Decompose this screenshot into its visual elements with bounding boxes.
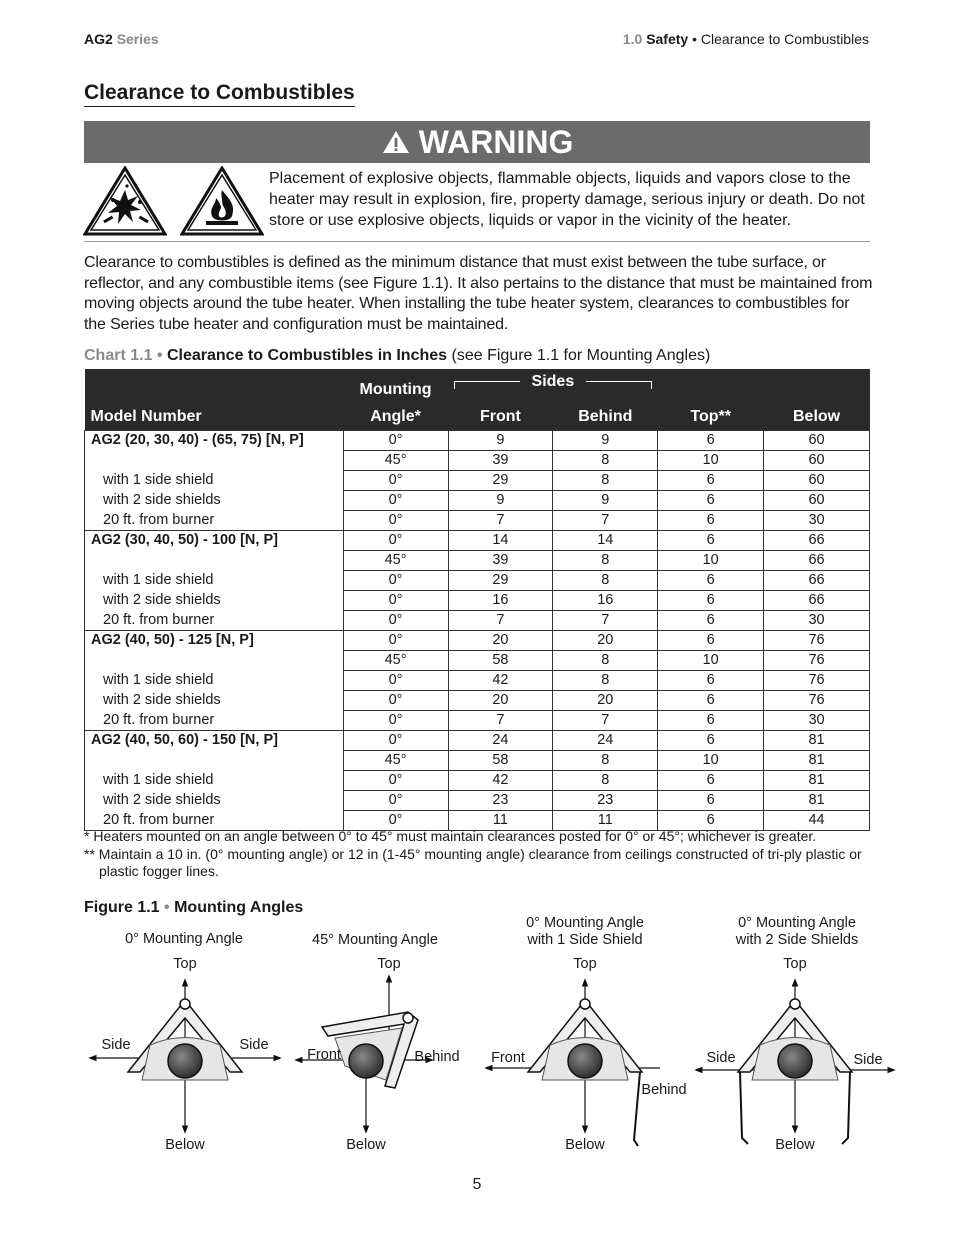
diagram-3-title	[500, 915, 670, 949]
row-label-cell: 20 ft. from burner	[85, 711, 344, 731]
below-cell: 44	[764, 811, 870, 831]
d2-below-label: Below	[346, 1137, 386, 1153]
warning-text: Placement of explosive objects, flammable objects, liquids and vapors close to the heater may result in explosion, fire, property damage, serious injury or death. Do not store or use explosive objects, liquids or vapor in the vicinity of the heater.	[269, 170, 865, 229]
header-behind: Behind	[553, 399, 658, 431]
behind-cell: 7	[553, 711, 658, 731]
chart-note: (see Figure 1.1 for Mounting Angles)	[451, 347, 711, 364]
table-row	[85, 731, 870, 751]
top-cell: 6	[658, 631, 764, 651]
behind-cell: 8	[553, 751, 658, 771]
d1-top-label: Top	[173, 956, 197, 972]
front-cell: 39	[448, 451, 553, 471]
row-label-cell: with 1 side shield	[85, 471, 344, 491]
table-row	[85, 611, 870, 631]
figure-label: Figure 1.1	[84, 899, 160, 916]
page-number: 5	[472, 1176, 482, 1193]
behind-cell: 16	[553, 591, 658, 611]
mounting-angle-diagrams	[0, 950, 954, 1165]
intro-paragraph: Clearance to combustibles is defined as the minimum distance that must exist between the tube surface, or reflector, and any combustible items (see Figure 1.1). It also pertains to the distance that must be maintained from moving objects around the tube heater. When installing the tube heater system, clearances to combustibles for the Series tube heater and configuration must be maintained.	[84, 254, 873, 333]
d1-right-label: Side	[239, 1037, 269, 1053]
front-cell: 16	[448, 591, 553, 611]
behind-cell: 8	[553, 571, 658, 591]
top-cell: 6	[658, 431, 764, 451]
top-cell: 6	[658, 711, 764, 731]
row-label-cell: 20 ft. from burner	[85, 611, 344, 631]
angle-cell: 45°	[343, 551, 448, 571]
below-cell: 76	[764, 691, 870, 711]
angle-cell: 0°	[343, 711, 448, 731]
row-label-cell: with 2 side shields	[85, 791, 344, 811]
front-cell: 58	[448, 651, 553, 671]
row-label-cell	[85, 451, 344, 471]
front-cell: 7	[448, 511, 553, 531]
behind-cell: 8	[553, 671, 658, 691]
table-row	[85, 531, 870, 551]
front-cell: 9	[448, 431, 553, 451]
below-cell: 81	[764, 731, 870, 751]
top-cell: 6	[658, 611, 764, 631]
row-label-cell: with 2 side shields	[85, 491, 344, 511]
front-cell: 20	[448, 631, 553, 651]
top-cell: 6	[658, 691, 764, 711]
table-row	[85, 511, 870, 531]
figure-caption	[84, 899, 303, 917]
behind-cell: 9	[553, 491, 658, 511]
product-name: AG2	[84, 31, 113, 47]
chart-title: Clearance to Combustibles in Inches	[166, 347, 448, 364]
behind-cell: 8	[553, 651, 658, 671]
table-row	[85, 551, 870, 571]
divider	[84, 241, 870, 242]
row-label-cell: with 2 side shields	[85, 691, 344, 711]
model-number-cell: AG2 (30, 40, 50) - 100 [N, P]	[85, 531, 344, 551]
d4-top-label: Top	[783, 956, 807, 972]
row-label-cell: with 1 side shield	[85, 671, 344, 691]
d2-left-label: Front	[307, 1047, 341, 1063]
header-section	[623, 31, 869, 47]
table-body	[85, 431, 870, 831]
d3-top-label: Top	[573, 956, 597, 972]
sides-bracket-left	[454, 381, 520, 389]
section-number: 1.0	[622, 31, 643, 47]
behind-cell: 8	[553, 771, 658, 791]
d1-left-label: Side	[101, 1037, 131, 1053]
below-cell: 76	[764, 651, 870, 671]
behind-cell: 8	[553, 471, 658, 491]
below-cell: 76	[764, 631, 870, 651]
angle-cell: 0°	[343, 791, 448, 811]
top-cell: 6	[658, 491, 764, 511]
warning-triangle-icon	[381, 129, 411, 155]
table-row	[85, 591, 870, 611]
diagram-3-title-line2: with 1 Side Shield	[527, 932, 643, 948]
top-cell: 6	[658, 591, 764, 611]
below-cell: 66	[764, 591, 870, 611]
d1-below-label: Below	[165, 1137, 205, 1153]
behind-cell: 7	[553, 511, 658, 531]
top-cell: 6	[658, 531, 764, 551]
model-number-cell: AG2 (40, 50) - 125 [N, P]	[85, 631, 344, 651]
angle-cell: 0°	[343, 671, 448, 691]
note-angle: * Heaters mounted on an angle between 0° to 45° must maintain clearances posted for 0° or 45°; whichever is greater.	[84, 828, 817, 844]
fire-hazard-icon	[180, 166, 264, 236]
table-row	[85, 471, 870, 491]
warning-title: WARNING	[418, 123, 574, 160]
below-cell: 81	[764, 771, 870, 791]
top-cell: 6	[658, 511, 764, 531]
model-number-cell: AG2 (20, 30, 40) - (65, 75) [N, P]	[85, 431, 344, 451]
row-label-cell	[85, 651, 344, 671]
top-cell: 10	[658, 551, 764, 571]
d3-right-label: Behind	[641, 1082, 687, 1098]
figure-bullet: •	[164, 899, 170, 916]
top-cell: 6	[658, 731, 764, 751]
behind-cell: 23	[553, 791, 658, 811]
front-cell: 23	[448, 791, 553, 811]
header-model: Model Number	[85, 399, 344, 431]
table-row	[85, 491, 870, 511]
top-cell: 6	[658, 471, 764, 491]
header-front: Front	[448, 399, 553, 431]
chart-caption	[84, 347, 710, 365]
front-cell: 24	[448, 731, 553, 751]
angle-cell: 0°	[343, 771, 448, 791]
front-cell: 29	[448, 571, 553, 591]
model-number-cell: AG2 (40, 50, 60) - 150 [N, P]	[85, 731, 344, 751]
front-cell: 9	[448, 491, 553, 511]
angle-cell: 45°	[343, 651, 448, 671]
figure-title: Mounting Angles	[174, 899, 304, 916]
front-cell: 7	[448, 611, 553, 631]
header-sides	[448, 369, 658, 399]
below-cell: 60	[764, 471, 870, 491]
behind-cell: 7	[553, 611, 658, 631]
table-row	[85, 671, 870, 691]
header-top: Top**	[658, 399, 764, 431]
warning-banner	[84, 121, 870, 163]
behind-cell: 11	[553, 811, 658, 831]
row-label-cell: with 1 side shield	[85, 771, 344, 791]
row-label-cell	[85, 551, 344, 571]
diagram-4-title-line1: 0° Mounting Angle	[738, 915, 856, 931]
table-row	[85, 751, 870, 771]
diagram-1-title: 0° Mounting Angle	[125, 931, 243, 947]
table-header	[85, 369, 870, 431]
series-label: Series	[116, 31, 159, 47]
d4-below-label: Below	[775, 1137, 815, 1153]
below-cell: 60	[764, 431, 870, 451]
behind-cell: 24	[553, 731, 658, 751]
header-angle-line2: Angle*	[343, 399, 448, 431]
front-cell: 11	[448, 811, 553, 831]
top-cell: 10	[658, 651, 764, 671]
front-cell: 29	[448, 471, 553, 491]
front-cell: 14	[448, 531, 553, 551]
behind-cell: 20	[553, 691, 658, 711]
table-row	[85, 711, 870, 731]
d3-below-label: Below	[565, 1137, 605, 1153]
table-row	[85, 771, 870, 791]
front-cell: 7	[448, 711, 553, 731]
row-label-cell: 20 ft. from burner	[85, 811, 344, 831]
below-cell: 76	[764, 671, 870, 691]
explosion-hazard-icon	[83, 166, 167, 236]
table-row	[85, 451, 870, 471]
chart-label: Chart 1.1 •	[84, 347, 163, 364]
angle-cell: 0°	[343, 811, 448, 831]
section-name: Safety	[646, 31, 689, 47]
page-title: Clearance to Combustibles	[84, 81, 355, 107]
top-cell: 10	[658, 451, 764, 471]
below-cell: 66	[764, 551, 870, 571]
top-cell: 10	[658, 751, 764, 771]
diagram-4-title-line2: with 2 Side Shields	[735, 932, 859, 948]
table-row	[85, 431, 870, 451]
angle-cell: 0°	[343, 491, 448, 511]
angle-cell: 0°	[343, 431, 448, 451]
top-cell: 6	[658, 771, 764, 791]
angle-cell: 0°	[343, 591, 448, 611]
below-cell: 30	[764, 711, 870, 731]
below-cell: 60	[764, 491, 870, 511]
front-cell: 39	[448, 551, 553, 571]
table-row	[85, 691, 870, 711]
behind-cell: 14	[553, 531, 658, 551]
below-cell: 81	[764, 751, 870, 771]
table-row	[85, 791, 870, 811]
header-angle-line1: Mounting	[343, 369, 448, 399]
diagram-3-title-line1: 0° Mounting Angle	[526, 915, 644, 931]
header-series	[84, 31, 159, 47]
behind-cell: 8	[553, 551, 658, 571]
behind-cell: 8	[553, 451, 658, 471]
behind-cell: 9	[553, 431, 658, 451]
front-cell: 20	[448, 691, 553, 711]
diagram-2-title: 45° Mounting Angle	[312, 932, 438, 948]
row-label-cell: with 2 side shields	[85, 591, 344, 611]
below-cell: 60	[764, 451, 870, 471]
below-cell: 66	[764, 571, 870, 591]
top-cell: 6	[658, 811, 764, 831]
table-row	[85, 631, 870, 651]
header-sides-label: Sides	[531, 373, 575, 390]
table-row	[85, 571, 870, 591]
d4-left-label: Side	[706, 1050, 736, 1066]
angle-cell: 45°	[343, 451, 448, 471]
top-cell: 6	[658, 791, 764, 811]
angle-cell: 0°	[343, 611, 448, 631]
angle-cell: 0°	[343, 631, 448, 651]
angle-cell: 0°	[343, 691, 448, 711]
below-cell: 81	[764, 791, 870, 811]
below-cell: 30	[764, 611, 870, 631]
diagram-0-degree	[90, 980, 280, 1132]
front-cell: 58	[448, 751, 553, 771]
top-cell: 6	[658, 671, 764, 691]
angle-cell: 0°	[343, 731, 448, 751]
behind-cell: 20	[553, 631, 658, 651]
front-cell: 42	[448, 671, 553, 691]
d2-right-label: Behind	[414, 1049, 460, 1065]
row-label-cell	[85, 751, 344, 771]
top-cell: 6	[658, 571, 764, 591]
header-below: Below	[764, 399, 870, 431]
header-bullet: •	[692, 31, 698, 47]
table-notes	[84, 828, 874, 881]
d2-top-label: Top	[377, 956, 401, 972]
clearance-table	[84, 369, 870, 831]
angle-cell: 0°	[343, 531, 448, 551]
front-cell: 42	[448, 771, 553, 791]
note-ceiling: ** Maintain a 10 in. (0° mounting angle) or 12 in (1-45° mounting angle) clearance from ceilings constructed of tri-ply plastic or plastic fogger lines.	[84, 845, 862, 879]
below-cell: 66	[764, 531, 870, 551]
table-row	[85, 651, 870, 671]
angle-cell: 45°	[343, 751, 448, 771]
section-topic: Clearance to Combustibles	[700, 31, 869, 47]
row-label-cell: with 1 side shield	[85, 571, 344, 591]
angle-cell: 0°	[343, 571, 448, 591]
angle-cell: 0°	[343, 511, 448, 531]
d3-left-label: Front	[491, 1050, 525, 1066]
diagram-4-title	[712, 915, 882, 949]
angle-cell: 0°	[343, 471, 448, 491]
sides-bracket-right	[586, 381, 652, 389]
d4-right-label: Side	[853, 1052, 883, 1068]
below-cell: 30	[764, 511, 870, 531]
row-label-cell: 20 ft. from burner	[85, 511, 344, 531]
